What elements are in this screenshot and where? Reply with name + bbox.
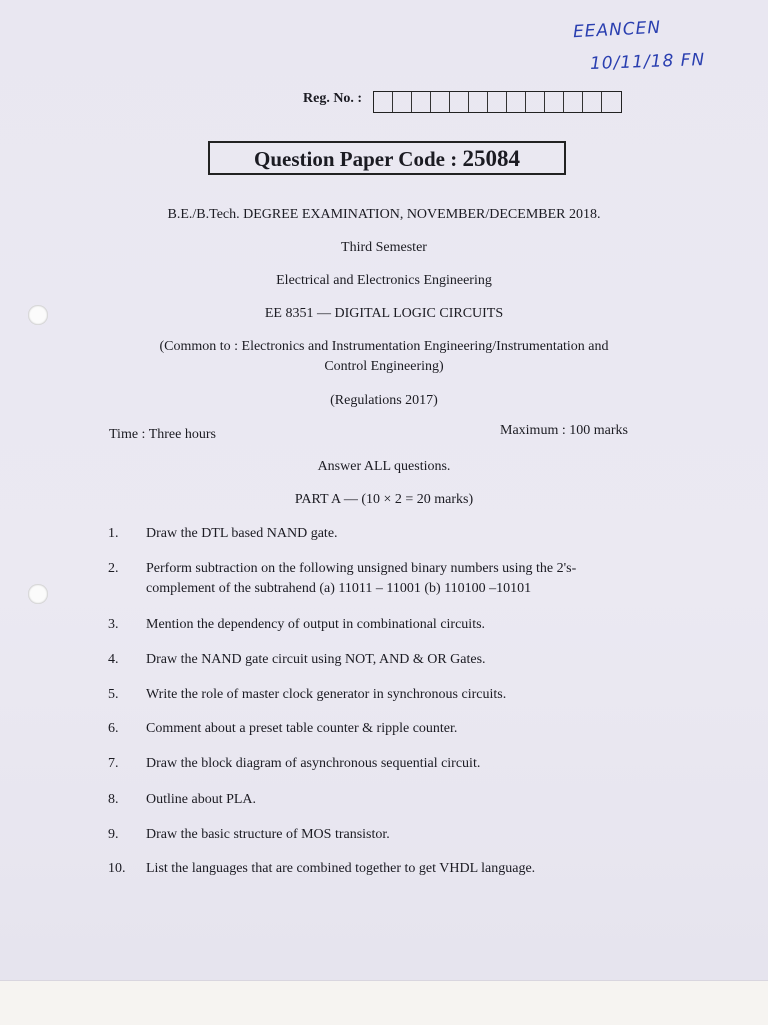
reg-digit-box[interactable]: [526, 92, 545, 112]
question-number: 10.: [108, 861, 126, 876]
qp-code-number: 25084: [462, 146, 520, 171]
regulations: (Regulations 2017): [330, 393, 438, 408]
reg-digit-box[interactable]: [507, 92, 526, 112]
time-duration: Time : Three hours: [109, 427, 216, 442]
qp-code-label: Question Paper Code :: [254, 147, 463, 171]
branch: Electrical and Electronics Engineering: [276, 273, 492, 288]
question-text: Comment about a preset table counter & ripple counter.: [146, 721, 458, 736]
reg-digit-box[interactable]: [412, 92, 431, 112]
instruction: Answer ALL questions.: [317, 459, 451, 474]
handwritten-note-line1: EEANCEN: [572, 17, 662, 43]
question-number: 7.: [108, 756, 119, 771]
question-text: Draw the NAND gate circuit using NOT, AND & OR Gates.: [146, 652, 486, 667]
question-text: List the languages that are combined together to get VHDL language.: [146, 861, 536, 876]
common-to-line1: (Common to : Electronics and Instrumentation Engineering/Instrumentation and: [159, 339, 609, 354]
reg-no-boxes[interactable]: [373, 91, 622, 113]
question-number: 1.: [108, 526, 119, 541]
question-text: Draw the basic structure of MOS transistor.: [146, 827, 390, 842]
handwritten-date: 10/11/18 FN: [589, 49, 706, 75]
question-text: Draw the block diagram of asynchronous sequential circuit.: [146, 756, 481, 771]
reg-digit-box[interactable]: [374, 92, 393, 112]
reg-digit-box[interactable]: [450, 92, 469, 112]
reg-digit-box[interactable]: [564, 92, 583, 112]
reg-no-label: Reg. No. :: [303, 91, 363, 106]
question-number: 8.: [108, 792, 119, 807]
subject-title: EE 8351 — DIGITAL LOGIC CIRCUITS: [264, 306, 504, 321]
question-number: 5.: [108, 687, 119, 702]
reg-digit-box[interactable]: [393, 92, 412, 112]
question-number: 4.: [108, 652, 119, 667]
question-number: 9.: [108, 827, 119, 842]
question-number: 6.: [108, 721, 119, 736]
reg-digit-box[interactable]: [602, 92, 621, 112]
reg-digit-box[interactable]: [545, 92, 564, 112]
reg-digit-box[interactable]: [583, 92, 602, 112]
page-bottom-strip: [0, 980, 768, 1025]
question-paper-code-box: [208, 141, 566, 175]
question-text: Outline about PLA.: [146, 792, 257, 807]
reg-digit-box[interactable]: [431, 92, 450, 112]
question-text: Write the role of master clock generator in synchronous circuits.: [146, 687, 507, 702]
question-text-line1: Perform subtraction on the following unsigned binary numbers using the 2's-: [146, 561, 577, 576]
question-number: 2.: [108, 561, 119, 576]
semester: Third Semester: [341, 240, 427, 255]
question-number: 3.: [108, 617, 119, 632]
question-text: Draw the DTL based NAND gate.: [146, 526, 338, 541]
exam-title: B.E./B.Tech. DEGREE EXAMINATION, NOVEMBER/DECEMBER 2018.: [167, 207, 601, 222]
question-text-line2: complement of the subtrahend (a) 11011 – 11001 (b) 110100 –10101: [146, 581, 532, 596]
part-a-heading: PART A — (10 × 2 = 20 marks): [294, 492, 474, 507]
common-to-line2: Control Engineering): [324, 359, 444, 374]
punch-hole-bottom: [28, 584, 48, 604]
question-text: Mention the dependency of output in combinational circuits.: [146, 617, 486, 632]
maximum-marks: Maximum : 100 marks: [500, 423, 628, 438]
reg-digit-box[interactable]: [488, 92, 507, 112]
reg-digit-box[interactable]: [469, 92, 488, 112]
